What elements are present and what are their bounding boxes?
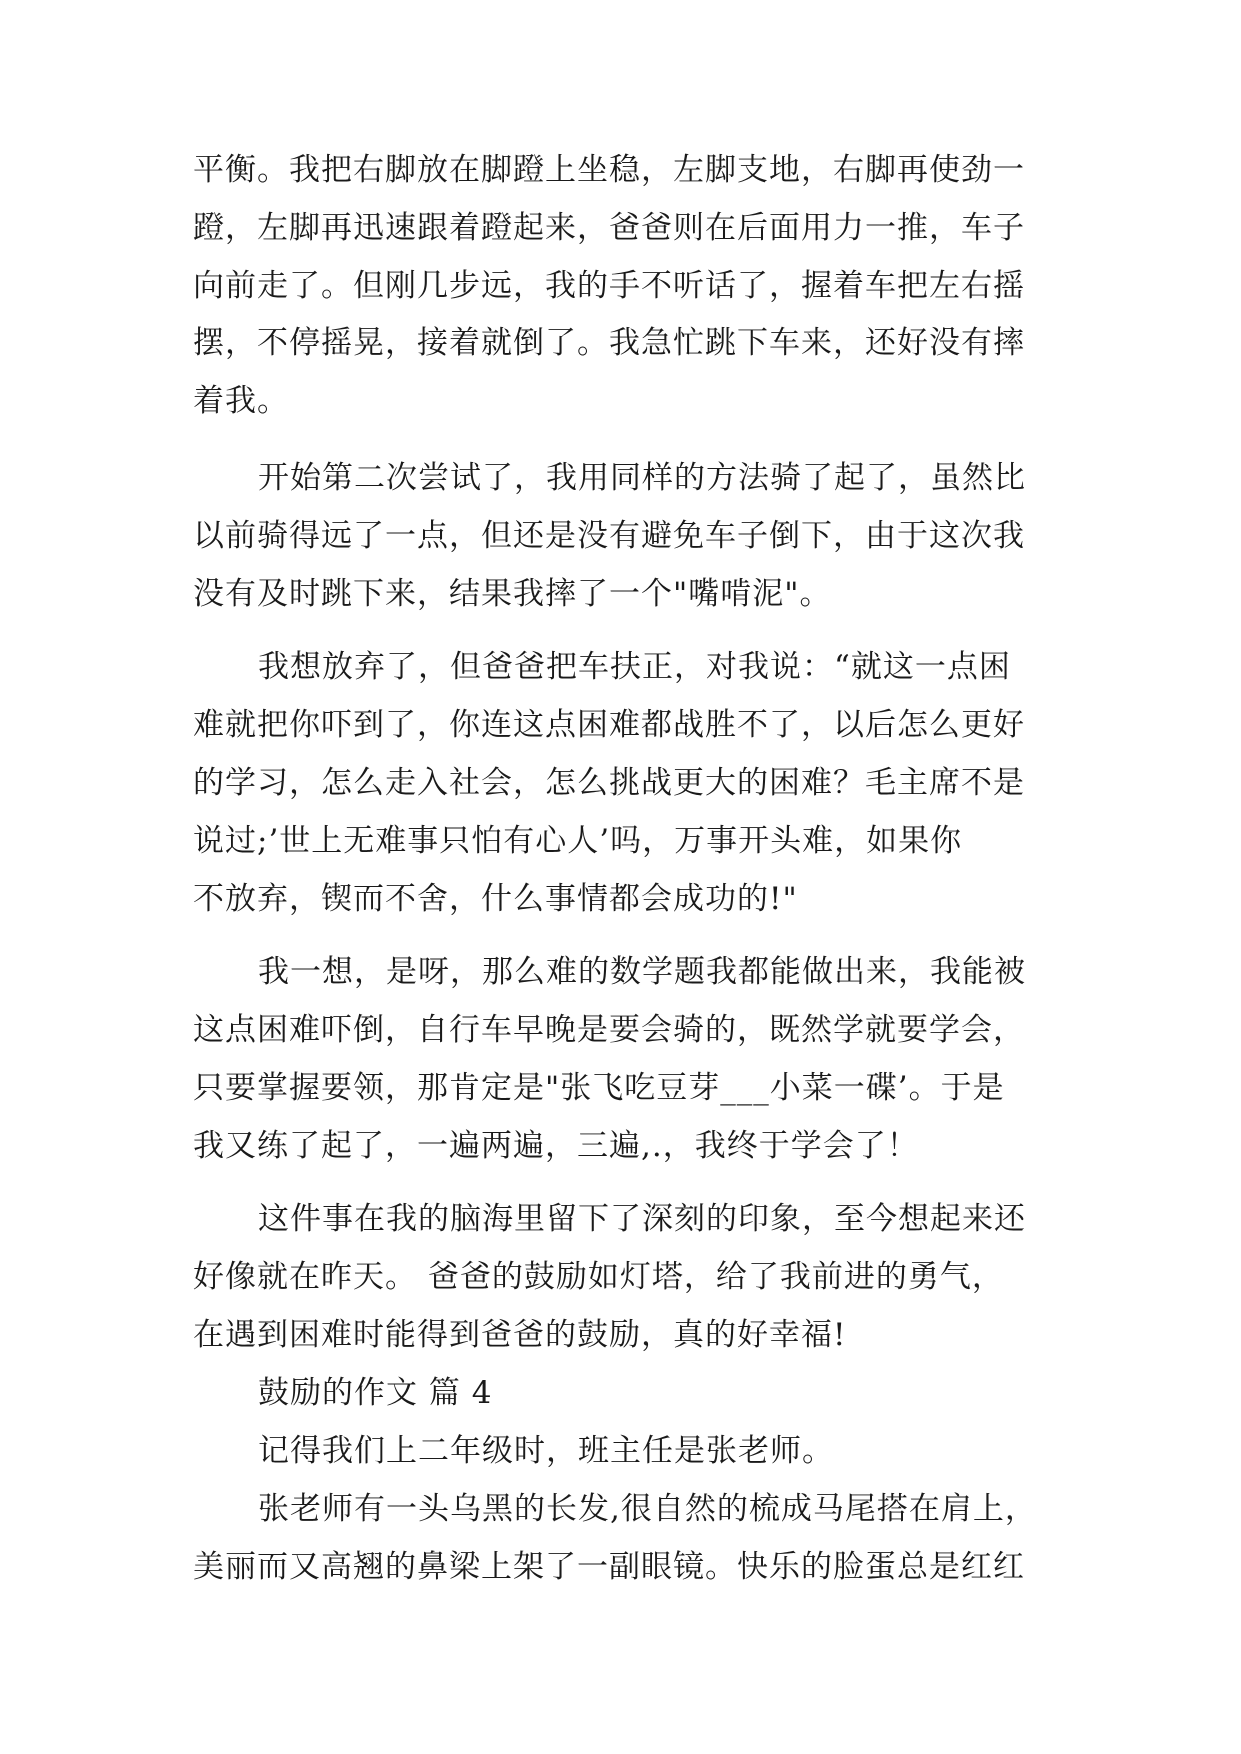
- text-line: 摆，不停摇晃，接着就倒了。我急忙跳下车来，还好没有摔: [193, 325, 1025, 361]
- text-line: 向前走了。但刚几步远，我的手不听话了，握着车把左右摇: [193, 268, 1025, 304]
- paragraph-start-line: 开始第二次尝试了，我用同样的方法骑了起了，虽然比: [258, 460, 1026, 496]
- text-line: 没有及时跳下来，结果我摔了一个"嘴啃泥"。: [193, 576, 832, 612]
- text-line: 蹬，左脚再迅速跟着蹬起来，爸爸则在后面用力一推，车子: [193, 210, 1025, 246]
- paragraph-start-line: 我想放弃了，但爸爸把车扶正，对我说：“就这一点困: [258, 649, 1011, 685]
- text-line: 美丽而又高翘的鼻梁上架了一副眼镜。快乐的脸蛋总是红红: [193, 1549, 1025, 1585]
- text-line: 的学习，怎么走入社会，怎么挑战更大的困难？毛主席不是: [193, 765, 1025, 801]
- paragraph-start-line: 这件事在我的脑海里留下了深刻的印象，至今想起来还: [258, 1201, 1026, 1237]
- text-line: 以前骑得远了一点，但还是没有避免车子倒下，由于这次我: [193, 518, 1025, 554]
- text-line: 不放弃，锲而不舍，什么事情都会成功的!": [193, 881, 798, 917]
- paragraph-start-line: 张老师有一头乌黑的长发,很自然的梳成马尾搭在肩上，: [258, 1491, 1037, 1527]
- text-line: 说过;’世上无难事只怕有心人’吗，万事开头难，如果你: [193, 823, 963, 859]
- section-heading: 鼓励的作文 篇 4: [258, 1375, 493, 1411]
- text-line: 平衡。我把右脚放在脚蹬上坐稳，左脚支地，右脚再使劲一: [193, 152, 1025, 188]
- paragraph-start-line: 记得我们上二年级时，班主任是张老师。: [258, 1433, 834, 1469]
- text-line: 好像就在昨天。 爸爸的鼓励如灯塔，给了我前进的勇气，: [193, 1259, 1004, 1295]
- text-line: 着我。: [193, 383, 289, 419]
- text-line: 这点困难吓倒，自行车早晚是要会骑的，既然学就要学会，: [193, 1012, 1025, 1048]
- text-line: 难就把你吓到了，你连这点困难都战胜不了，以后怎么更好: [193, 707, 1025, 743]
- text-line: 只要掌握要领，那肯定是"张飞吃豆芽___小菜一碟’。于是: [193, 1070, 1005, 1106]
- text-line: 在遇到困难时能得到爸爸的鼓励，真的好幸福!: [193, 1317, 847, 1353]
- paragraph-start-line: 我一想，是呀，那么难的数学题我都能做出来，我能被: [258, 954, 1026, 990]
- text-line: 我又练了起了，一遍两遍，三遍,.，我终于学会了！: [193, 1128, 919, 1164]
